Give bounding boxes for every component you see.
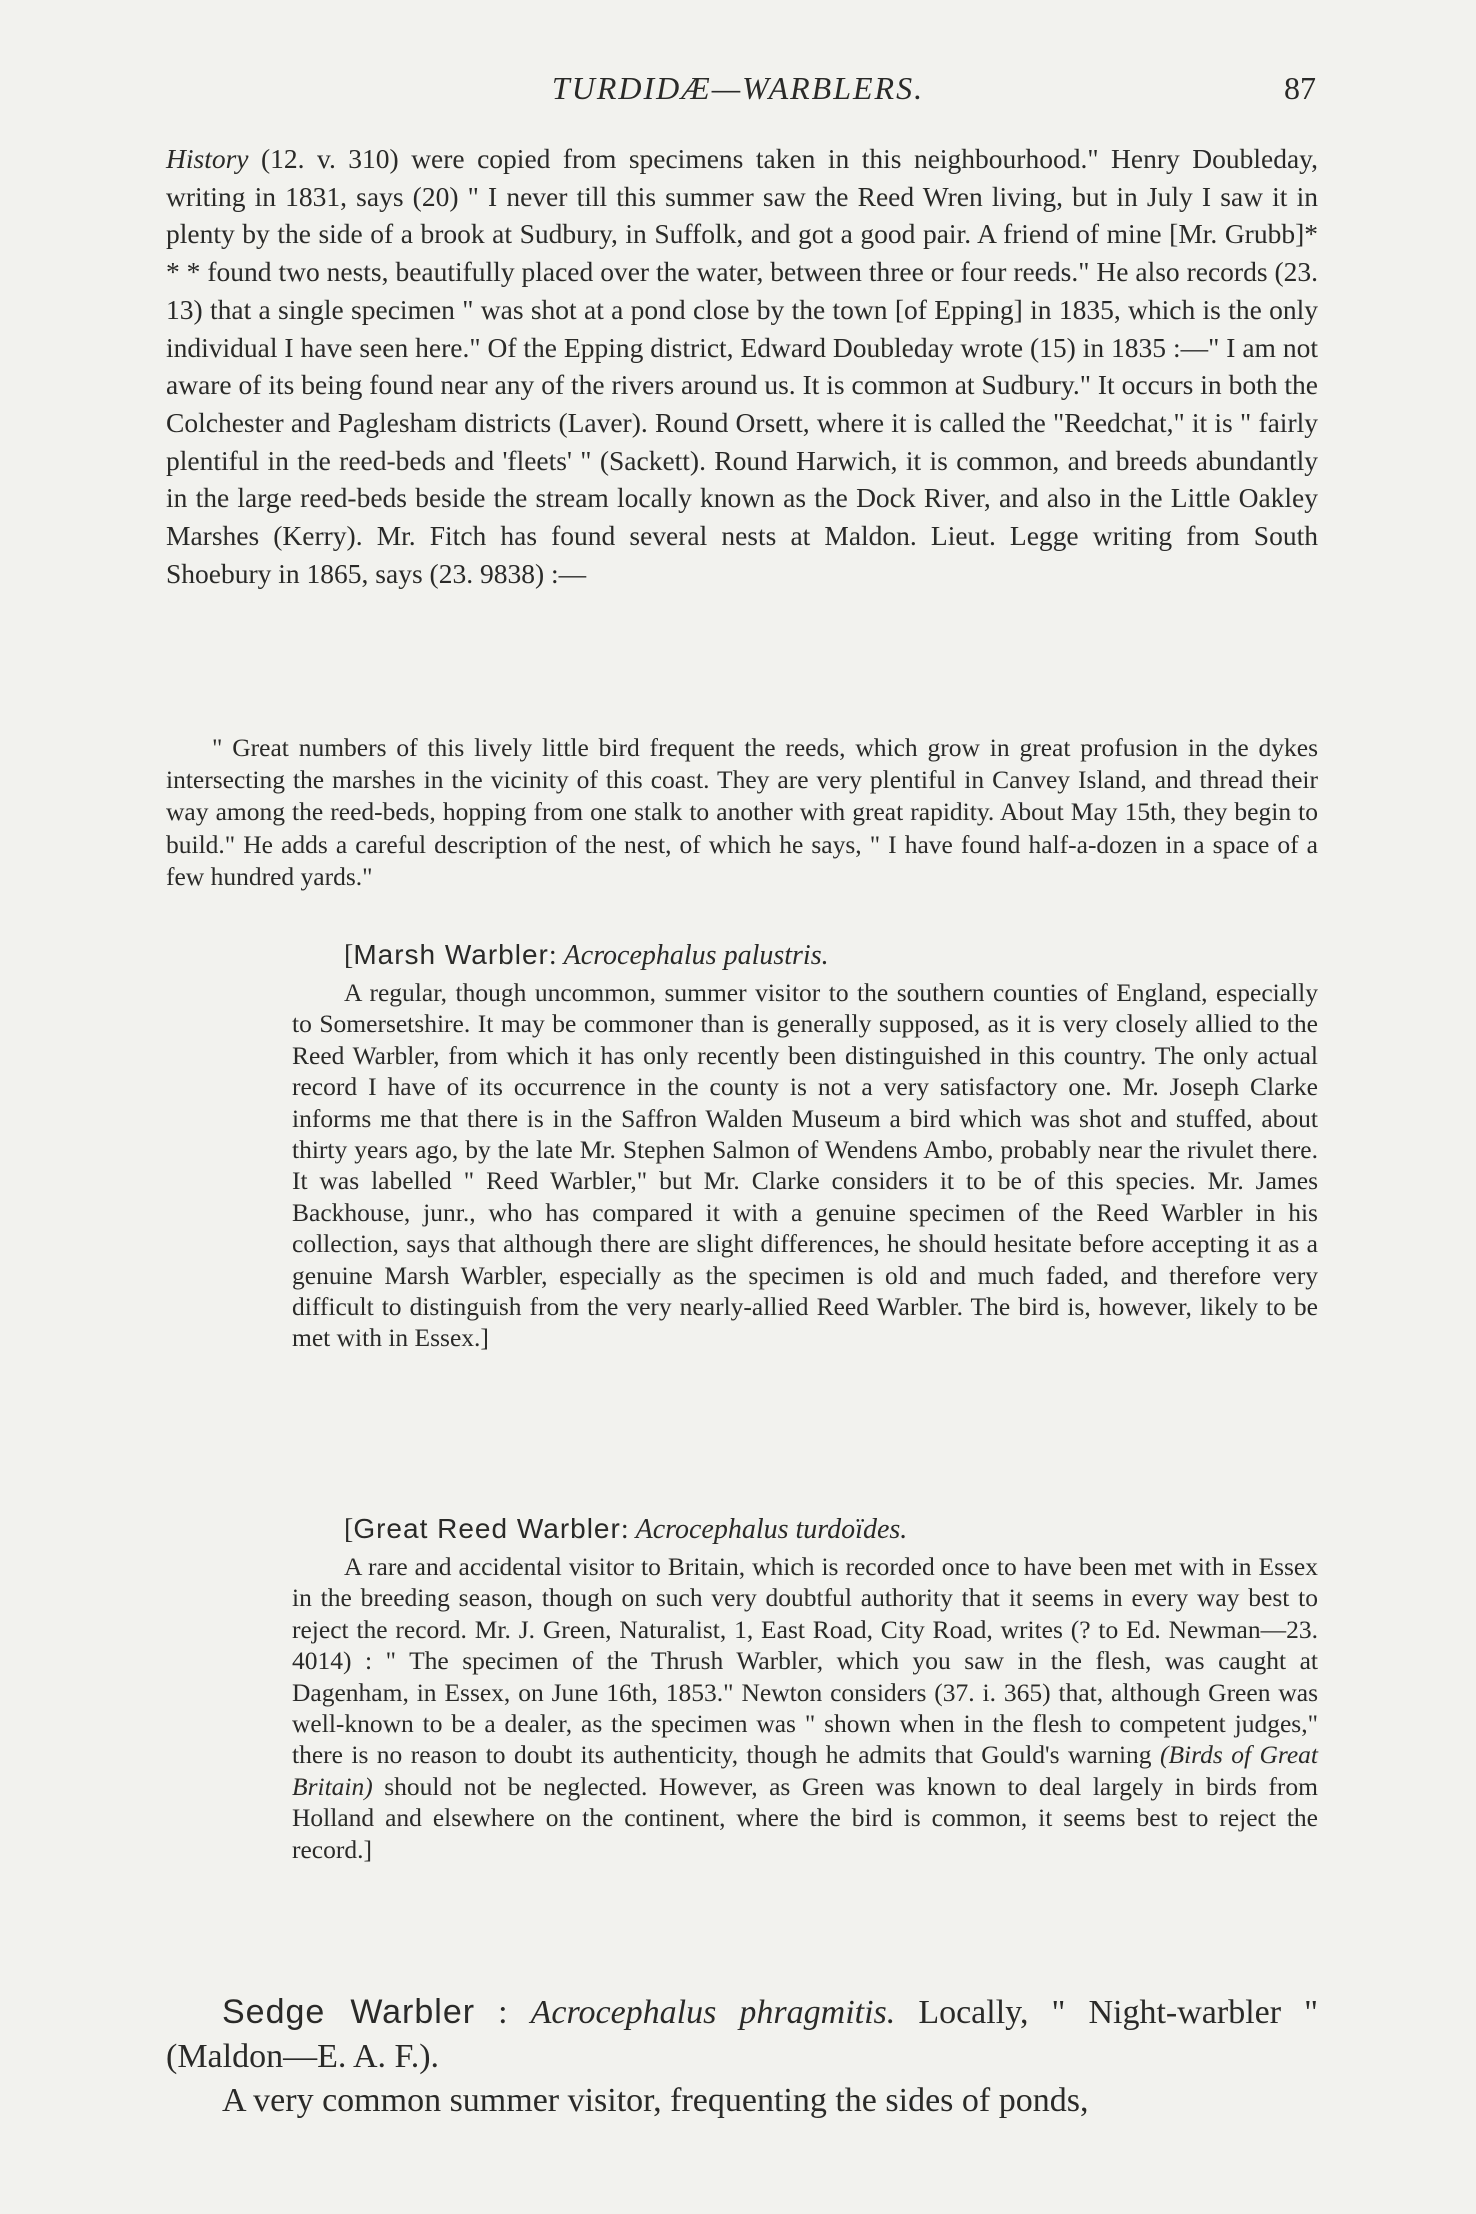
reed-warbler-text: (12. v. 310) were copied from specimens taken in this neighbourhood." Henry Doubleday, writing in 1831, says (20) " I never till this summer saw the Reed Wren living, but in July I saw it in plenty by the side of a brook at Sudbury, in Suffolk, and got a good pair. A friend of mine [Mr. Grubb]* * * found two nests, beautifully placed over the water, between three or four reeds." He also records (23. 13) that a single specimen " was shot at a pond close by the town [of Epping] in 1835, which is the only individual I have seen here." Of the Epping district, Edward Doubleday wrote (15) in 1835 :—" I am not aware of its being found near any of the rivers around us. It is common at Sudbury." It occurs in both the Colchester and Paglesham districts (Laver). Round Orsett, where it is called the "Reedchat," it is " fairly plentiful in the reed-beds and 'fleets' " (Sackett). Round Harwich, it is common, and breeds abundantly in the large reed-beds beside the stream locally known as the Dock River, and also in the Little Oakley Marshes (Kerry). Mr. Fitch has found several nests at Maldon. Lieut. Legge writing from South Shoebury in 1865, says (23. 9838) :— (166, 143, 1318, 589)
marsh-warbler-heading: [Marsh Warbler: Acrocephalus palustris. (344, 939, 829, 971)
reed-warbler-paragraph (166, 140, 1318, 592)
great-reed-warbler-body: A rare and accidental visitor to Britain, which is recorded once to have been met with in Essex in the breeding season, though on such very doubtful authority that it seems in every way best to reject the record. Mr. J. Green, Naturalist, 1, East Road, City Road, writes (? to Ed. Newman—23. 4014) : " The specimen of the Thrush Warbler, which you saw in the flesh, was caught at Dagenham, in Essex, on June 16th, 1853." Newton considers (37. i. 365) that, although Green was well-known to be a dealer, as the specimen was " shown when in the flesh to competent judges," there is no reason to doubt its authenticity, though he admits that Gould's warning (Birds of Great Britain) should not be neglected. However, as Green was known to deal largely in birds from Holland and elsewhere on the continent, where the bird is common, it seems best to reject the record.] (292, 1552, 1318, 1864)
marsh-warbler-body: A regular, though uncommon, summer visitor to the southern counties of England, especially to Somersetshire. It may be commoner than is generally supposed, as it is very closely allied to the Reed Warbler, from which it has only recently been distinguished in this country. The only actual record I have of its occurrence in the county is not a very satisfactory one. Mr. Joseph Clarke informs me that there is in the Saffron Walden Museum a bird which was shot and stuffed, about thirty years ago, by the late Mr. Stephen Salmon of Wendens Ambo, probably near the rivulet there. It was labelled " Reed Warbler," but Mr. Clarke considers it to be of this species. Mr. James Backhouse, junr., who has compared it with a genuine specimen of the Reed Warbler in his collection, says that although there are slight differences, he should hesitate before accepting it as a genuine Marsh Warbler, especially as the specimen is old and much faded, and therefore very difficult to distinguish from the very nearly-allied Reed Warbler. The bird is, however, likely to be met with in Essex.] (292, 978, 1318, 1353)
page-number: 87 (1284, 70, 1316, 106)
sedge-warbler-local-name: Locally, " Night-warbler " (Maldon—E. A. F.). (166, 1994, 1318, 2075)
sedge-warbler-latin: Acrocephalus phragmitis. (530, 1994, 896, 2031)
sedge-warbler-section (166, 1990, 1318, 2123)
quote-paragraph: " Great numbers of this lively little bird frequent the reeds, which grow in great profusion in the dykes intersecting the marshes in the vicinity of this coast. They are very plentiful in Canvey Island, and thread their way among the reed-beds, hopping from one stalk to another with great rapidity. About May 15th, they begin to build." He adds a careful description of the nest, of which he says, " I have found half-a-dozen in a space of a few hundred yards." (166, 733, 1318, 891)
history-italic: History (166, 143, 249, 174)
marsh-warbler-latin: Acrocephalus palustris. (563, 940, 829, 971)
great-reed-warbler-name: Great Reed Warbler (353, 1513, 621, 1544)
great-reed-warbler-latin: Acrocephalus turdoïdes. (635, 1514, 908, 1545)
legge-quote (166, 732, 1318, 893)
sedge-warbler-heading: Sedge Warbler : Acrocephalus phragmitis. Locally, " Night-warbler " (Maldon—E. A. F.). (166, 1993, 1318, 2075)
page-header (0, 70, 1476, 120)
sedge-warbler-body: A very common summer visitor, frequenting the sides of ponds, (222, 2082, 1089, 2119)
reed-warbler-continuation (166, 140, 1318, 592)
marsh-warbler-section (292, 938, 1318, 1354)
sedge-warbler-name: Sedge Warbler (222, 1993, 476, 2031)
running-title: TURDIDÆ—WARBLERS. (551, 70, 925, 106)
birds-of-great-britain-title: (Birds of Great Britain) (292, 1740, 1318, 1801)
marsh-warbler-name: Marsh Warbler (353, 939, 549, 970)
great-reed-warbler-section (292, 1512, 1318, 1865)
great-reed-warbler-heading: [Great Reed Warbler: Acrocephalus turdoïdes. (344, 1513, 908, 1545)
